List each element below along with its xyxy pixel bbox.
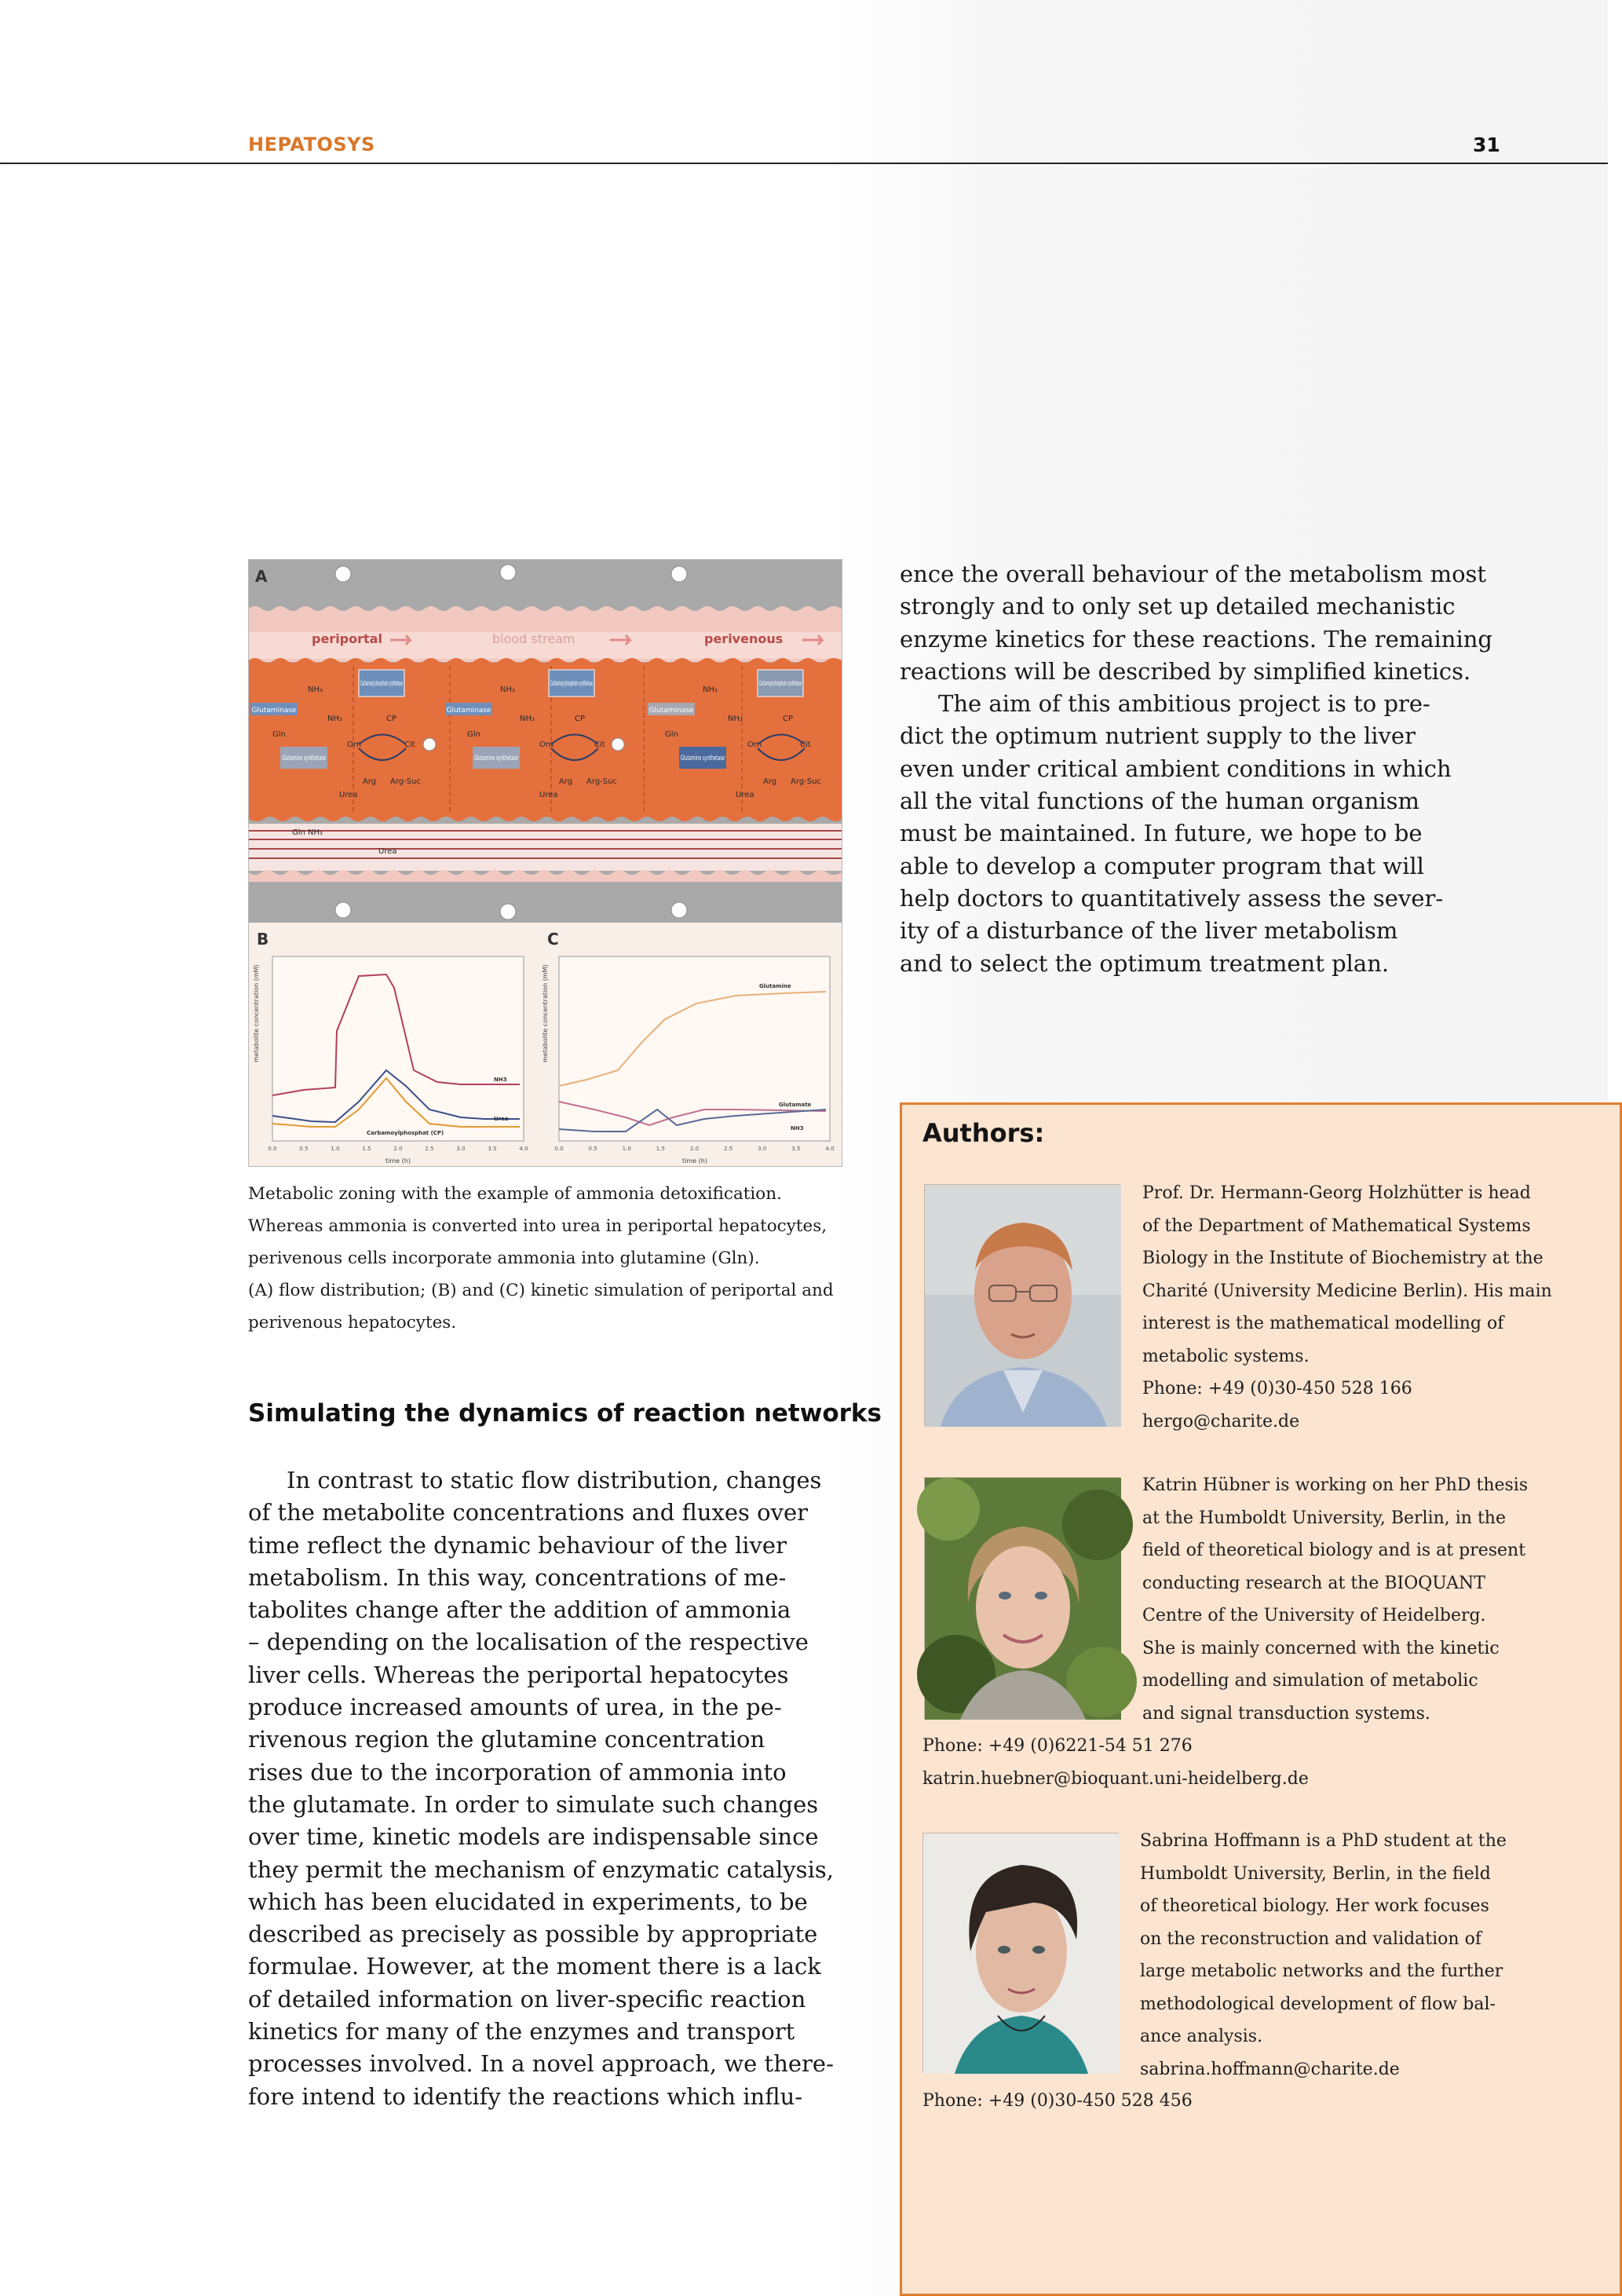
- urea-label-1: Urea: [339, 791, 358, 799]
- author-photo-holzhuetter: [924, 1184, 1120, 1426]
- urea-flow-label: Urea: [378, 847, 397, 856]
- orn-label-2: Orn: [539, 740, 554, 749]
- body-line: of the metabolite concentrations and fluxes over: [248, 1499, 809, 1526]
- gln-nh3-flow-label: Gln NH₃: [292, 828, 323, 837]
- body-text-left: [248, 1464, 834, 2113]
- body-line: ity of a disturbance of the liver metabolism: [900, 917, 1398, 945]
- author-photo-huebner: [924, 1477, 1120, 1719]
- glutaminase-box-1: Glutaminase: [251, 707, 297, 715]
- bio-email[interactable]: katrin.huebner@bioquant.uni-heidelberg.de: [922, 1768, 1309, 1789]
- bio-line: conducting research at the BIOQUANT: [1142, 1573, 1485, 1593]
- panel-c-x-tick: 2.0: [689, 1146, 700, 1152]
- caption-line: perivenous hepatocytes.: [248, 1313, 457, 1333]
- body-line: kinetics for many of the enzymes and transport: [248, 2018, 795, 2046]
- bio-line: interest is the mathematical modelling of: [1142, 1314, 1504, 1333]
- body-line: rises due to the incorporation of ammonia into: [248, 1758, 787, 1786]
- blood-stream-label: blood stream: [492, 631, 575, 646]
- panel-c-legend-3: NH3: [791, 1125, 804, 1132]
- bio-line: Humboldt University, Berlin, in the field: [1140, 1863, 1491, 1884]
- panel-c-legend-2: Glutamate: [779, 1102, 812, 1108]
- panel-b-x-tick: 3.5: [488, 1146, 497, 1152]
- body-line: they permit the mechanism of enzymatic catalysis,: [248, 1855, 834, 1883]
- nh3-label-2: NH₃: [500, 686, 516, 694]
- panel-c-x-tick: 0.5: [588, 1146, 597, 1152]
- cps-box-2: Carbamoyl phosphate synthetase: [550, 680, 594, 688]
- bio-line: Katrin Hübner is working on her PhD thesis: [1142, 1475, 1529, 1495]
- body-line: of detailed information on liver-specific reaction: [248, 1985, 806, 2013]
- body-line: rivenous region the glutamine concentration: [248, 1726, 765, 1753]
- panel-c-x-tick: 4.0: [825, 1146, 835, 1152]
- panel-c-x-tick: 1.5: [656, 1146, 665, 1152]
- gln-label-3: Gln: [665, 730, 678, 739]
- bio-line: of the Department of Mathematical Systems: [1142, 1216, 1531, 1236]
- running-header: HEPATOSYS: [248, 133, 375, 155]
- bio-line: Charité (University Medicine Berlin). His main: [1142, 1281, 1552, 1301]
- panel-b-x-tick: 1.0: [331, 1146, 340, 1152]
- bio-line: Sabrina Hoffmann is a PhD student at the: [1140, 1831, 1507, 1851]
- caption-line: (A) flow distribution; (B) and (C) kinetic simulation of periportal and: [248, 1281, 834, 1300]
- body-line: over time, kinetic models are indispensable since: [248, 1823, 819, 1851]
- panel-b-x-tick: 4.0: [519, 1146, 528, 1152]
- cit-label-3: Cit: [800, 740, 811, 749]
- author-bio-hoffmann: [1140, 1825, 1507, 2086]
- panel-b-label: B: [257, 930, 269, 949]
- body-line: produce increased amounts of urea, in the pe-: [248, 1694, 782, 1721]
- body-line: In contrast to static flow distribution, changes: [287, 1467, 822, 1493]
- body-line: enzyme kinetics for these reactions. The remaining: [900, 625, 1492, 653]
- section-heading: Simulating the dynamics of reaction networks: [248, 1399, 882, 1428]
- panel-b-plot-area: [272, 956, 524, 1141]
- figure-caption: [248, 1178, 845, 1339]
- body-line: fore intend to identify the reactions which influ-: [248, 2082, 803, 2110]
- authors-title: Authors:: [922, 1118, 1045, 1148]
- body-line: processes involved. In a novel approach, we there-: [248, 2050, 834, 2078]
- bio-line: and signal transduction systems.: [1142, 1703, 1430, 1724]
- body-line: must be maintained. In future, we hope to be: [900, 820, 1423, 847]
- panel-b-x-tick: 2.5: [425, 1146, 434, 1152]
- panel-b-legend-1: NH3: [494, 1077, 507, 1083]
- body-line: help doctors to quantitatively assess the sever-: [900, 884, 1444, 912]
- orn-label-1: Orn: [347, 740, 362, 749]
- bio-line: Centre of the University of Heidelberg.: [1142, 1606, 1486, 1625]
- cps-box-1: Carbamoyl phosphate synthetase: [360, 680, 404, 688]
- glutaminase-box-2: Glutaminase: [446, 707, 491, 715]
- panel-c-xlabel: time (h): [682, 1157, 707, 1164]
- bio-line: of theoretical biology. Her work focuses: [1140, 1896, 1489, 1916]
- urea-label-2: Urea: [539, 791, 558, 799]
- panel-c-x-tick: 3.0: [758, 1146, 767, 1152]
- arg-label-2: Arg: [559, 777, 573, 786]
- panel-b-legend-3: Carbamoylphosphat (CP): [367, 1130, 444, 1136]
- cit-label-1: Cit: [404, 740, 415, 749]
- body-line: the glutamate. In order to simulate such changes: [248, 1790, 819, 1818]
- bio-line: at the Humboldt University, Berlin, in the: [1142, 1508, 1506, 1528]
- bio-line: Prof. Dr. Hermann-Georg Holzhütter is head: [1142, 1183, 1531, 1203]
- panel-c-x-tick: 0.0: [554, 1146, 564, 1152]
- author-photo-hoffmann: [922, 1833, 1119, 2073]
- body-line: reactions will be described by simplified kinetics.: [900, 657, 1471, 685]
- bio-line: ance analysis.: [1140, 2027, 1263, 2046]
- bio-line: on the reconstruction and validation of: [1140, 1929, 1481, 1949]
- caption-line: perivenous cells incorporate ammonia into glutamine (Gln).: [248, 1249, 760, 1268]
- author-contact-hoffmann: [922, 2085, 1193, 2118]
- body-line: metabolism. In this way, concentrations of me-: [248, 1563, 787, 1591]
- bio-line: field of theoretical biology and is at present: [1142, 1541, 1526, 1560]
- urea-label-3: Urea: [736, 791, 754, 799]
- figure-metabolic-zoning: [248, 559, 842, 1167]
- body-line: formulae. However, at the moment there is a lack: [248, 1953, 821, 1980]
- nh3-label-5: NH₃: [520, 715, 535, 723]
- body-line: – depending on the localisation of the respective: [248, 1629, 809, 1656]
- bio-phone: Phone: +49 (0)30-450 528 456: [922, 2091, 1193, 2111]
- panel-b-x-tick: 2.0: [393, 1146, 403, 1152]
- panel-b-x-tick: 1.5: [362, 1146, 371, 1152]
- bio-phone: Phone: +49 (0)30-450 528 166: [1142, 1379, 1412, 1398]
- panel-c-legend-1: Glutamine: [759, 983, 791, 989]
- panel-b-ylabel: metabolite concentration (mM): [253, 964, 260, 1062]
- body-line: time reflect the dynamic behaviour of the liver: [248, 1531, 787, 1559]
- argsuc-label-1: Arg-Suc: [390, 777, 421, 786]
- author-contact-huebner: [922, 1730, 1309, 1795]
- cps-box-3: Carbamoyl phosphate synthetase: [759, 680, 802, 688]
- cp-label-2: CP: [575, 715, 586, 723]
- arg-label-1: Arg: [363, 777, 377, 786]
- panel-c-label: C: [547, 930, 559, 949]
- gln-label-1: Gln: [272, 730, 286, 739]
- gln-label-2: Gln: [467, 730, 480, 739]
- bio-phone: Phone: +49 (0)6221-54 51 276: [922, 1736, 1193, 1756]
- panel-b-legend-2: Urea: [494, 1116, 509, 1122]
- body-line: all the vital functions of the human organism: [900, 788, 1420, 815]
- header-rule: [0, 163, 1608, 164]
- panel-c-x-tick: 2.5: [724, 1146, 733, 1152]
- body-line: even under critical ambient conditions in which: [900, 755, 1452, 782]
- page-number: 31: [1473, 133, 1500, 156]
- argsuc-label-3: Arg-Suc: [791, 777, 821, 786]
- body-line: strongly and to only set up detailed mechanistic: [900, 593, 1456, 620]
- bio-line: She is mainly concerned with the kinetic: [1142, 1638, 1500, 1658]
- glutaminase-box-3: Glutaminase: [648, 707, 694, 715]
- body-line: tabolites change after the addition of ammonia: [248, 1596, 791, 1624]
- cit-label-2: Cit: [594, 740, 605, 749]
- cp-label-3: CP: [783, 715, 794, 723]
- arg-label-3: Arg: [763, 777, 777, 786]
- body-line: able to develop a computer program that will: [900, 852, 1424, 879]
- author-bio-holzhuetter: [1142, 1177, 1552, 1438]
- bio-line: Biology in the Institute of Biochemistry at the: [1142, 1249, 1543, 1268]
- bio-email[interactable]: hergo@charite.de: [1142, 1411, 1300, 1431]
- orn-label-3: Orn: [747, 740, 762, 749]
- panel-b-x-tick: 3.0: [456, 1146, 466, 1152]
- perivenous-label: perivenous: [704, 631, 784, 646]
- nh3-label-4: NH₃: [327, 715, 343, 723]
- panel-c-ylabel: metabolite concentration (mM): [542, 964, 549, 1062]
- body-line: The aim of this ambitious project is to pre-: [938, 690, 1430, 718]
- body-text-right: [900, 558, 1492, 980]
- panel-b-x-tick: 0.0: [268, 1146, 277, 1152]
- panel-c-x-tick: 1.0: [622, 1146, 631, 1152]
- nh3-label-6: NH₃: [728, 715, 743, 723]
- argsuc-label-2: Arg-Suc: [586, 777, 617, 786]
- cp-label-1: CP: [386, 715, 397, 723]
- author-bio-huebner: [1142, 1469, 1528, 1730]
- bio-line: large metabolic networks and the further: [1140, 1961, 1503, 1981]
- body-line: liver cells. Whereas the periportal hepatocytes: [248, 1661, 789, 1688]
- gs-box-3: Glutamine synthetase: [681, 755, 725, 762]
- body-line: dict the optimum nutrient supply to the liver: [900, 722, 1416, 750]
- body-line: which has been elucidated in experiments, to be: [248, 1888, 808, 1915]
- body-line: and to select the optimum treatment plan.: [900, 949, 1390, 977]
- panel-b-xlabel: time (h): [385, 1157, 411, 1164]
- nh3-label-1: NH₃: [308, 686, 323, 694]
- panel-c-x-tick: 3.5: [791, 1146, 801, 1152]
- periportal-label: periportal: [312, 631, 382, 646]
- body-line: described as precisely as possible by appropriate: [248, 1921, 818, 1948]
- panel-b-x-tick: 0.5: [299, 1146, 309, 1152]
- gs-box-1: Glutamine synthetase: [282, 755, 327, 762]
- panel-a-label: A: [255, 567, 268, 586]
- bio-line: modelling and simulation of metabolic: [1142, 1671, 1478, 1691]
- bio-line: metabolic systems.: [1142, 1346, 1310, 1366]
- nh3-label-3: NH₃: [703, 686, 718, 694]
- caption-line: Whereas ammonia is converted into urea in periportal hepatocytes,: [248, 1216, 827, 1236]
- body-line: ence the overall behaviour of the metabolism most: [900, 561, 1487, 587]
- gs-box-2: Glutamine synthetase: [474, 755, 519, 762]
- caption-line: Metabolic zoning with the example of ammonia detoxification.: [248, 1184, 782, 1204]
- bio-line: methodological development of flow bal-: [1140, 1994, 1496, 2014]
- bio-email[interactable]: sabrina.hoffmann@charite.de: [1140, 2059, 1400, 2079]
